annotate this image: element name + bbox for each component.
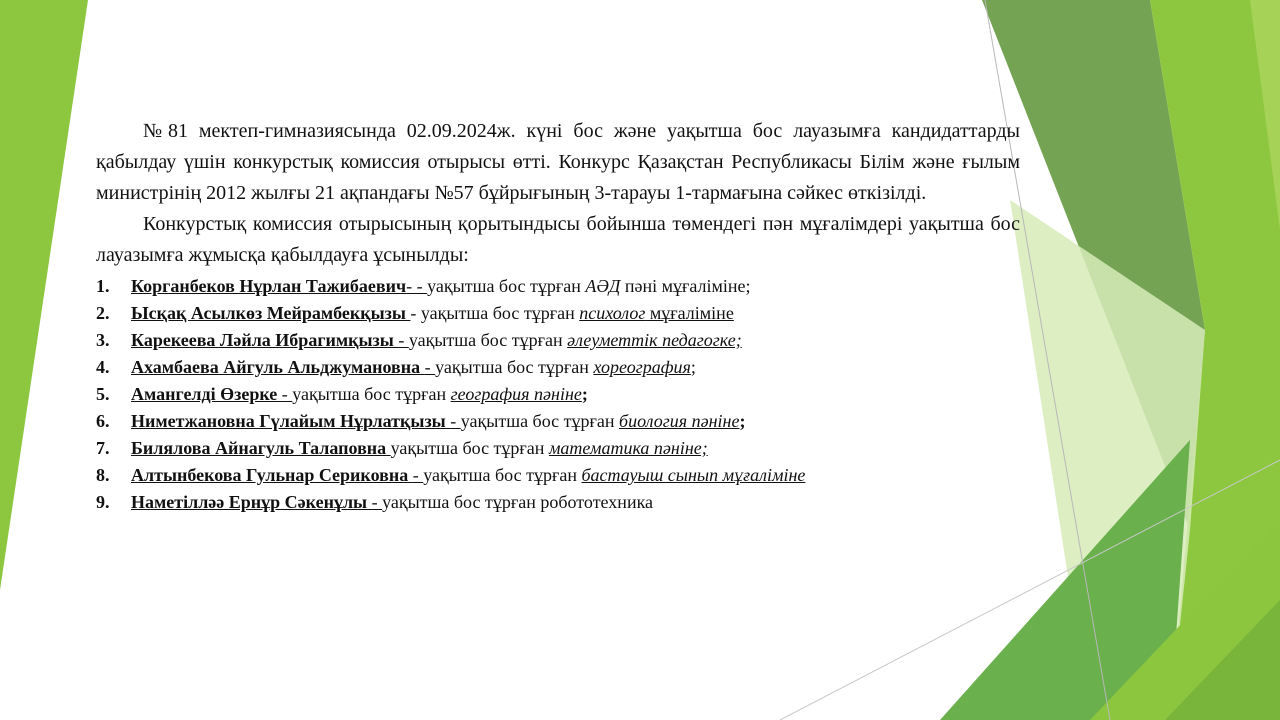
list-item: 5. Амангелді Өзерке - уақытша бос тұрған география пәніне; xyxy=(96,384,588,404)
subject: психолог xyxy=(579,303,646,323)
list-item: 6. Ниметжановна Гүлайым Нұрлатқызы - уақытша бос тұрған биология пәніне; xyxy=(96,411,746,431)
list-item: 2. Ысқақ Асылкөз Мейрамбекқызы - уақытша бос тұрған психолог мұғаліміне xyxy=(96,303,734,323)
candidate-name: Ысқақ Асылкөз Мейрамбекқызы xyxy=(131,303,411,323)
list-item: 9. Наметілләә Ернұр Сәкенұлы - уақытша бос тұрған робототехника xyxy=(96,492,654,512)
subject: АӘД xyxy=(585,276,621,296)
list-item: 7. Билялова Айнагуль Талаповна уақытша бос тұрған математика пәніне; xyxy=(96,438,708,458)
slide-content xyxy=(96,116,1020,516)
candidate-list xyxy=(96,273,1020,516)
candidate-name: Наметілләә Ернұр Сәкенұлы xyxy=(131,492,372,512)
subject: биология пәніне xyxy=(619,411,740,431)
subject: хореография xyxy=(593,357,691,377)
results-paragraph: Конкурстық комиссия отырысының қорытындысы бойынша төмендегі пән мұғалімдері уақытша бос лауазымға жұмысқа қабылдауға ұсынылды: xyxy=(96,213,1020,266)
list-item: 3. Карекеева Ләйла Ибрагимқызы - уақытша бос тұрған әлеуметтік педагогке; xyxy=(96,330,742,350)
list-item: 4. Ахамбаева Айгуль Альджумановна - уақытша бос тұрған хореография; xyxy=(96,357,696,377)
candidate-name: Корганбеков Нұрлан Тажибаевич xyxy=(131,276,407,296)
candidate-name: Карекеева Ләйла Ибрагимқызы xyxy=(131,330,399,350)
list-item: 1. Корганбеков Нұрлан Тажибаевич- - уақытша бос тұрған АӘД пәні мұғаліміне; xyxy=(96,276,751,296)
left-green-triangle xyxy=(0,0,88,590)
subject: әлеуметтік педагогке; xyxy=(567,330,742,350)
subject: робототехника xyxy=(540,492,654,512)
candidate-name: Амангелді Өзерке xyxy=(131,384,282,404)
subject: география пәніне xyxy=(450,384,582,404)
list-item: 8. Алтынбекова Гульнар Сериковна - уақытша бос тұрған бастауыш сынып мұғаліміне xyxy=(96,465,806,485)
intro-paragraph: №81 мектеп-гимназиясында 02.09.2024ж. күні бос және уақытша бос лауазымға кандидаттарды қабылдау үшін конкурстық комиссия отырысы өтті. Конкурс Қазақстан Республикасы Білім және ғылым министрінің 2012 жылғы 21 ақпандағы №57 бұйрығының 3-тарауы 1-тармағына сәйкес өткізілді. xyxy=(96,120,1020,204)
candidate-name: Алтынбекова Гульнар Сериковна xyxy=(131,465,413,485)
candidate-name: Ахамбаева Айгуль Альджумановна xyxy=(131,357,425,377)
subject: математика пәніне; xyxy=(548,438,708,458)
candidate-name: Ниметжановна Гүлайым Нұрлатқызы xyxy=(131,411,451,431)
candidate-name: Билялова Айнагуль Талаповна xyxy=(131,438,391,458)
subject: бастауыш сынып мұғаліміне xyxy=(581,465,806,485)
